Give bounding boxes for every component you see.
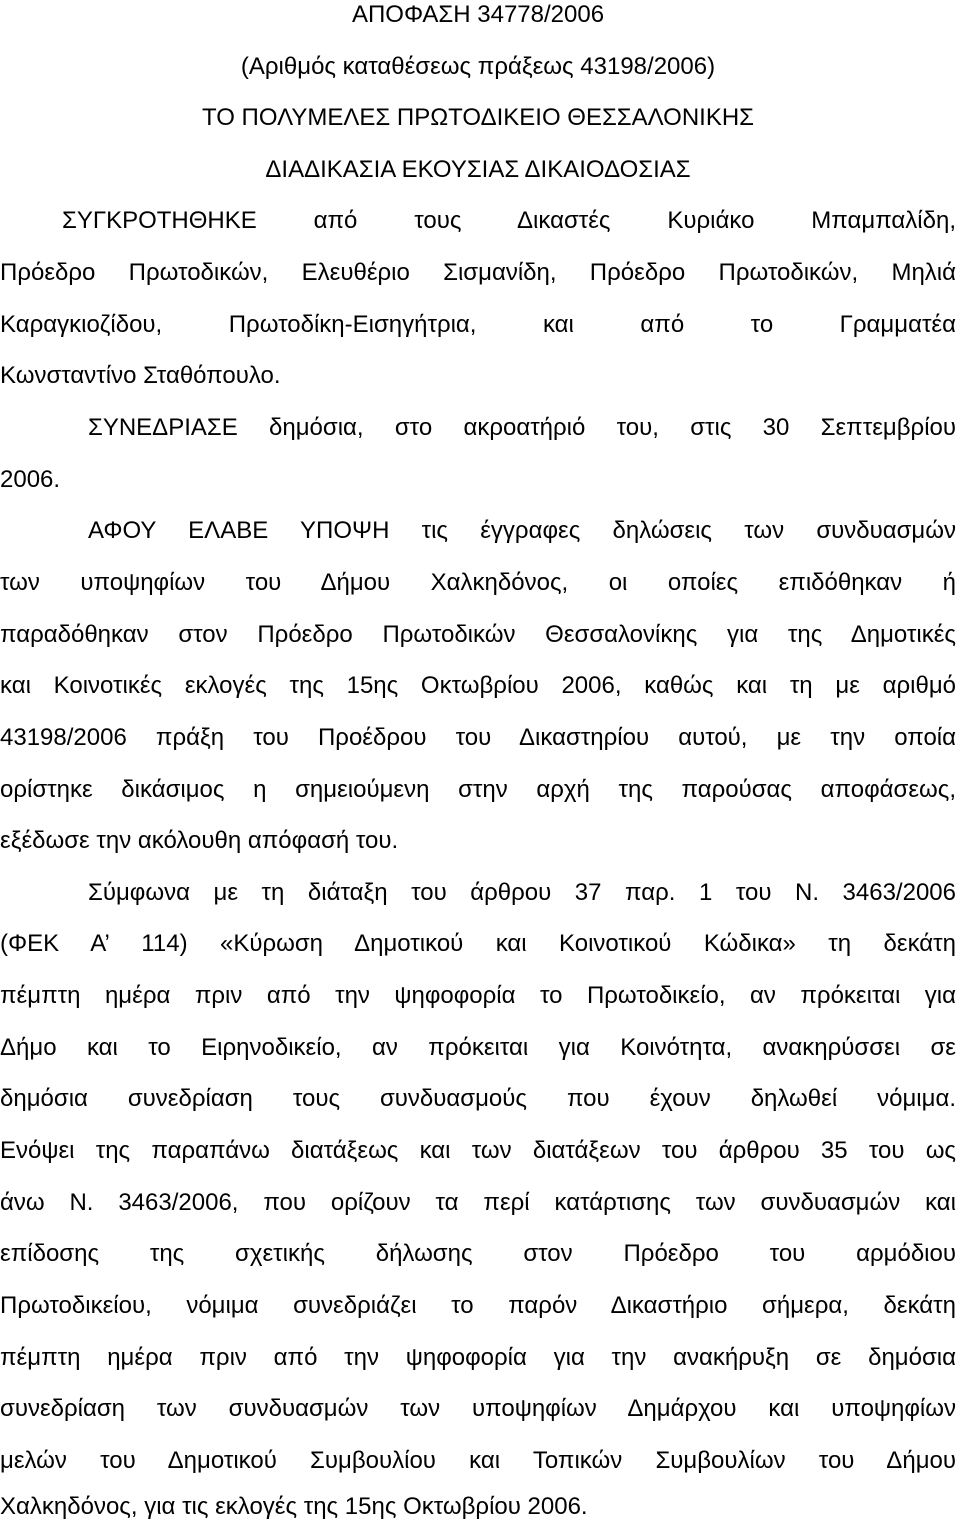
body-line: δημόσια συνεδρίαση τους συνδυασμούς που έχουν δηλωθεί νόμιμα. bbox=[0, 1085, 956, 1112]
decision-number: ΑΠΟΦΑΣΗ 34778/2006 bbox=[351, 1, 605, 28]
considerations-line: ΑΦΟΥ ΕΛΑΒΕ ΥΠΟΨΗ τις έγγραφες δηλώσεις των συνδυασμών bbox=[88, 517, 956, 544]
considerations-line: 43198/2006 πράξη του Προέδρου του Δικαστηρίου αυτού, με την οποία bbox=[0, 724, 956, 751]
composition-line: Κωνσταντίνο Σταθόπουλο. bbox=[0, 362, 281, 389]
considerations-line: παραδόθηκαν στον Πρόεδρο Πρωτοδικών Θεσσαλονίκης για της Δημοτικές bbox=[0, 621, 956, 648]
body-line: Χαλκηδόνος, για τις εκλογές της 15ης Οκτωβρίου 2006. bbox=[0, 1493, 588, 1520]
procedure-type: ΔΙΑΔΙΚΑΣΙΑ ΕΚΟΥΣΙΑΣ ΔΙΚΑΙΟΔΟΣΙΑΣ bbox=[265, 156, 691, 183]
body-line: Ενόψει της παραπάνω διατάξεως και των διατάξεων του άρθρου 35 του ως bbox=[0, 1137, 956, 1164]
filing-number: (Αριθμός καταθέσεως πράξεως 43198/2006) bbox=[240, 53, 716, 80]
considerations-line: ορίστηκε δικάσιμος η σημειούμενη στην αρχή της παρούσας αποφάσεως, bbox=[0, 776, 956, 803]
court-name: ΤΟ ΠΟΛΥΜΕΛΕΣ ΠΡΩΤΟΔΙΚΕΙΟ ΘΕΣΣΑΛΟΝΙΚΗΣ bbox=[201, 104, 755, 131]
considerations-line: των υποψηφίων του Δήμου Χαλκηδόνος, οι οποίες επιδόθηκαν ή bbox=[0, 569, 956, 596]
body-line: συνεδρίαση των συνδυασμών των υποψηφίων Δημάρχου και υποψηφίων bbox=[0, 1395, 956, 1422]
session-line: ΣΥΝΕΔΡΙΑΣΕ δημόσια, στο ακροατήριό του, στις 30 Σεπτεμβρίου bbox=[88, 414, 956, 441]
body-line: πέμπτη ημέρα πριν από την ψηφοφορία για την ανακήρυξη σε δημόσια bbox=[0, 1344, 956, 1371]
considerations-line: και Κοινοτικές εκλογές της 15ης Οκτωβρίου 2006, καθώς και τη με αριθμό bbox=[0, 672, 956, 699]
body-line: πέμπτη ημέρα πριν από την ψηφοφορία το Πρωτοδικείο, αν πρόκειται για bbox=[0, 982, 956, 1009]
composition-line: Πρόεδρο Πρωτοδικών, Ελευθέριο Σισμανίδη, Πρόεδρο Πρωτοδικών, Μηλιά bbox=[0, 259, 956, 286]
body-line: (ΦΕΚ Α’ 114) «Κύρωση Δημοτικού και Κοινοτικού Κώδικα» τη δεκάτη bbox=[0, 930, 956, 957]
body-line: Δήμο και το Ειρηνοδικείο, αν πρόκειται για Κοινότητα, ανακηρύσσει σε bbox=[0, 1034, 956, 1061]
body-line: επίδοσης της σχετικής δήλωσης στον Πρόεδρο του αρμόδιου bbox=[0, 1240, 956, 1267]
body-line: άνω Ν. 3463/2006, που ορίζουν τα περί κατάρτισης των συνδυασμών και bbox=[0, 1189, 956, 1216]
composition-line: ΣΥΓΚΡΟΤΗΘΗΚΕ από τους Δικαστές Κυριάκο Μπαμπαλίδη, bbox=[62, 207, 956, 234]
composition-line: Καραγκιοζίδου, Πρωτοδίκη-Εισηγήτρια, και από το Γραμματέα bbox=[0, 311, 956, 338]
body-line: Πρωτοδικείου, νόμιμα συνεδριάζει το παρόν Δικαστήριο σήμερα, δεκάτη bbox=[0, 1292, 956, 1319]
body-line: Σύμφωνα με τη διάταξη του άρθρου 37 παρ. 1 του Ν. 3463/2006 bbox=[88, 879, 956, 906]
body-line: μελών του Δημοτικού Συμβουλίου και Τοπικών Συμβουλίων του Δήμου bbox=[0, 1447, 956, 1474]
session-line: 2006. bbox=[0, 466, 61, 493]
considerations-line: εξέδωσε την ακόλουθη απόφασή του. bbox=[0, 827, 399, 854]
